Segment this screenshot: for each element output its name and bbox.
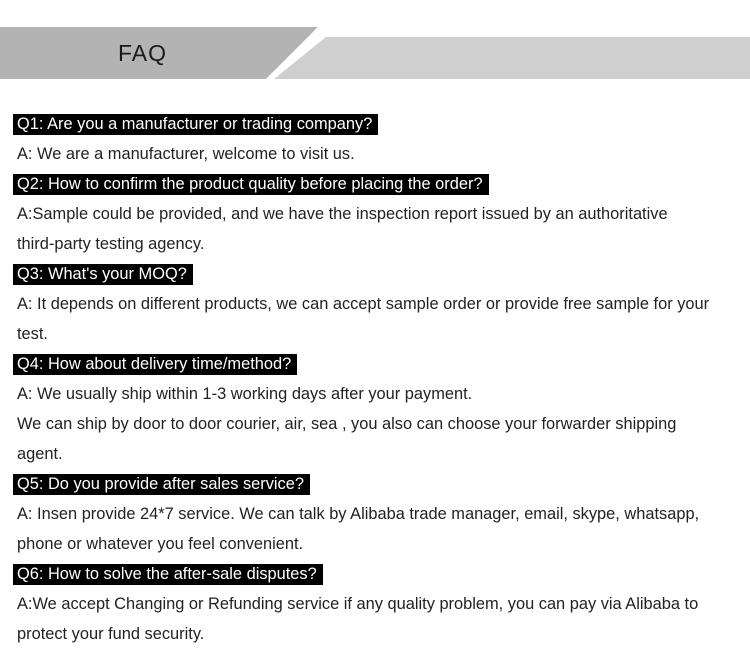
banner-background xyxy=(0,27,750,79)
faq-list xyxy=(13,109,743,649)
faq-answer-line: We can ship by door to door courier, air, sea , you also can choose your forwarder shipping xyxy=(17,415,677,433)
faq-question: Q1: Are you a manufacturer or trading company? xyxy=(13,114,378,135)
faq-answer-line: test. xyxy=(17,325,48,343)
faq-answer-line: A:We accept Changing or Refunding service if any quality problem, you can pay via Alibaba to xyxy=(17,595,699,613)
faq-answer-line: protect your fund security. xyxy=(17,625,205,643)
faq-question: Q4: How about delivery time/method? xyxy=(13,354,297,375)
faq-question: Q2: How to confirm the product quality before placing the order? xyxy=(13,174,489,195)
faq-item xyxy=(13,109,743,169)
faq-item xyxy=(13,169,743,259)
faq-answer-line: third-party testing agency. xyxy=(17,235,205,253)
faq-item xyxy=(13,349,743,469)
faq-answer-line: A:Sample could be provided, and we have the inspection report issued by an authoritative xyxy=(17,205,668,223)
faq-item xyxy=(13,259,743,349)
faq-question: Q3: What's your MOQ? xyxy=(13,264,193,285)
faq-answer-line: phone or whatever you feel convenient. xyxy=(17,535,304,553)
banner-right-panel xyxy=(274,37,750,79)
faq-answer-line: A: We are a manufacturer, welcome to visit us. xyxy=(17,145,355,163)
faq-banner xyxy=(0,27,750,79)
faq-item xyxy=(13,469,743,559)
faq-answer-line: A: It depends on different products, we can accept sample order or provide free sample for your xyxy=(17,295,710,313)
faq-question: Q5: Do you provide after sales service? xyxy=(13,474,310,495)
faq-answer-line: A: We usually ship within 1-3 working days after your payment. xyxy=(17,385,473,403)
faq-item xyxy=(13,559,743,649)
banner-title: FAQ xyxy=(118,40,168,66)
faq-question: Q6: How to solve the after-sale disputes? xyxy=(13,564,323,585)
faq-answer-line: A: Insen provide 24*7 service. We can talk by Alibaba trade manager, email, skype, whatsapp, xyxy=(17,505,700,523)
faq-answer-line: agent. xyxy=(17,445,63,463)
